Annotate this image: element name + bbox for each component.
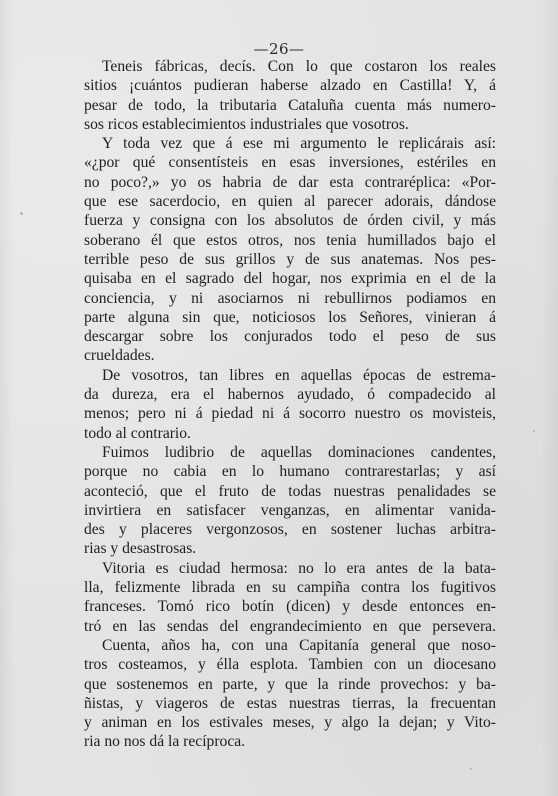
text-line: lla, felizmente librada en su campiña contra los fugitivos: [84, 579, 496, 597]
text-line: terrible peso de sus grillos y de sus anatemas. Nos pes-: [84, 250, 496, 268]
text-line: Teneis fábricas, decís. Con lo que costaron los reales: [102, 58, 496, 75]
paragraph-2: [84, 134, 496, 366]
text-line: fuerza y consigna con los absolutos de órden civil, y más: [84, 212, 496, 230]
text-line: franceses. Tomó rico botín (dicen) y desde entonces en-: [84, 598, 496, 616]
text-line: des y placeres vergonzosos, en sostener luchas arbitra-: [84, 521, 496, 539]
page-number: —26—: [253, 40, 305, 58]
text-line: conciencia, y ni asociarnos ni rebullirnos podiamos en: [84, 289, 496, 307]
paper-speck: [470, 768, 472, 770]
paragraph-4: [84, 443, 496, 559]
text-line: parte alguna sin que, noticiosos los Señores, vinieran á: [84, 308, 496, 326]
text-line: sos ricos establecimientos industriales que vosotros.: [84, 115, 409, 133]
text-line: descargar sobre los conjurados todo el peso de sus: [84, 328, 496, 346]
paragraph-3: [84, 366, 496, 443]
text-line: tros costeamos, y élla esplota. Tambien con un diocesano: [84, 656, 496, 674]
text-line: quisaba en el sagrado del hogar, nos exprimia en el de la: [84, 270, 496, 288]
text-line: sitios ¡cuántos pudieran haberse alzado en Castilla! Y, á: [84, 77, 496, 95]
paper-speck: [20, 212, 23, 215]
text-line: «¿por qué consentísteis en esas inversiones, estériles en: [84, 154, 496, 172]
text-line: ñistas, y viageros de estas nuestras tierras, la frecuentan: [84, 694, 496, 712]
text-line: aconteció, que el fruto de todas nuestras penalidades se: [84, 482, 496, 500]
paper-speck: [533, 430, 535, 432]
text-line: que ese sacerdocio, en quien al parecer adorais, dándose: [84, 193, 496, 211]
text-line: no poco?,» yo os habria de dar esta contraréplica: «Por-: [84, 173, 496, 191]
text-line: Y toda vez que á ese mi argumento le replicárais así:: [102, 135, 496, 153]
text-line: que sostenemos en parte, y que la rinde provechos: y ba-: [84, 675, 496, 693]
text-line: soberano él que estos otros, nos tenia humillados bajo el: [84, 231, 496, 249]
text-line: rias y desastrosas.: [84, 540, 197, 558]
text-line: y animan en los estivales meses, y algo la dejan; y Vito-: [84, 714, 496, 732]
text-line: Fuimos ludibrio de aquellas dominaciones candentes,: [102, 443, 496, 461]
text-line: todo al contrario.: [84, 424, 191, 442]
text-line: crueldades.: [84, 347, 155, 365]
text-line: De vosotros, tan libres en aquellas épocas de estrema-: [102, 366, 496, 384]
text-line: Vitoria es ciudad hermosa: no lo era antes de la bata-: [102, 559, 496, 577]
paragraph-5: [84, 559, 496, 636]
paragraph-1: [84, 57, 496, 134]
text-line: Cuenta, años ha, con una Capitanía general que noso-: [102, 636, 496, 654]
text-line: tró en las sendas del engrandecimiento en que persevera.: [84, 617, 496, 635]
paragraph-6: [84, 636, 496, 752]
text-line: menos; pero ni á piedad ni á socorro nuestro os movisteis,: [84, 405, 496, 423]
text-line: porque no cabia en lo humano contrarestarlas; y así: [84, 463, 496, 481]
text-line: ria no nos dá la recíproca.: [84, 733, 246, 751]
text-line: invirtiera en satisfacer venganzas, en alimentar vanida-: [84, 501, 496, 519]
text-line: da dureza, era el habernos ayudado, ó compadecido al: [84, 386, 496, 404]
body-text: [84, 57, 496, 752]
text-line: pesar de todo, la tributaria Cataluña cuenta más numero-: [84, 96, 496, 114]
